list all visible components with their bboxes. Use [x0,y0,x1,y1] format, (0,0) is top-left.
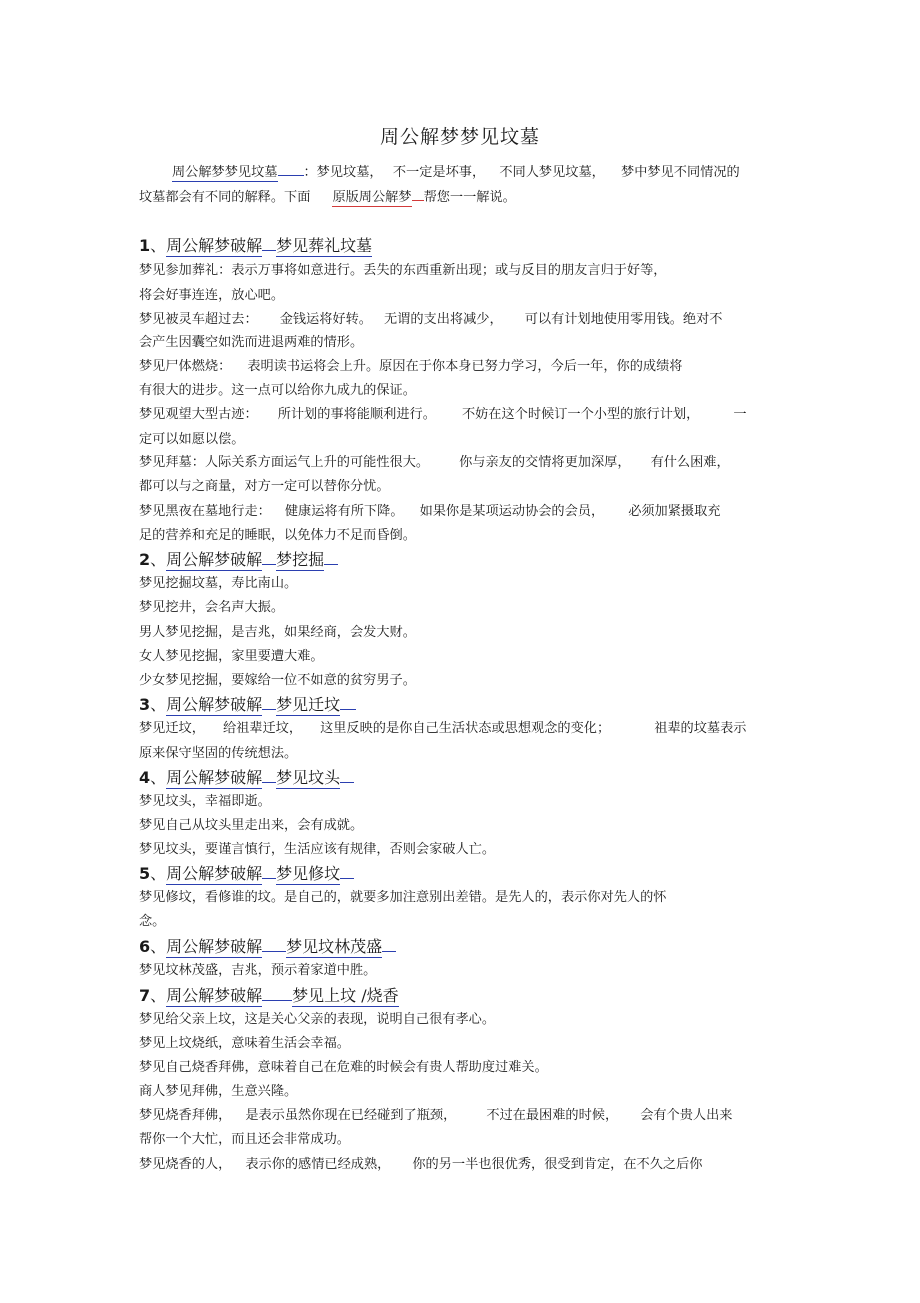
body-text: 梦见黑夜在墓地行走： [139,504,271,519]
section-link[interactable]: 梦见坟林茂盛 [286,937,383,956]
body-text: 如果你是某项运动协会的会员， [419,504,605,519]
body-line: 梦见挖井，会名声大振。 [139,600,285,615]
section-link[interactable]: 梦挖掘 [276,550,325,569]
section-sep: 、 [150,768,167,787]
body-text: 会有个贵人出来 [640,1108,733,1123]
body-text: 金钱运将好转。 [279,312,372,327]
section-link[interactable]: 周公解梦破解 [166,768,263,787]
intro-text: 梦中梦见不同情况的 [621,165,740,180]
body-line: 梦见上坟烧纸，意味着生活会幸福。 [139,1036,350,1051]
section-link[interactable]: 梦见迁坟 [276,695,341,714]
body-text: 祖辈的坟墓表示 [654,721,747,736]
page-title: 周公解梦梦见坟墓 [379,126,540,148]
body-line: 梦见参加葬礼：表示万事将如意进行。丢失的东西重新出现；或与反目的朋友言归于好等， [139,263,667,278]
body-line: 足的营养和充足的睡眠，以免体力不足而昏倒。 [139,528,416,543]
body-text: 必须加紧摄取充 [628,504,721,519]
body-text: 不过在最困难的时候， [486,1108,619,1123]
body-text: 梦见尸体燃烧： [139,359,232,374]
section-heading [139,695,356,715]
body-text: 无谓的支出将减少， [384,312,503,327]
section-sep: 、 [150,937,167,956]
body-line [139,720,747,738]
section-heading [139,550,338,570]
section-link[interactable]: 周公解梦破解 [166,864,263,883]
intro-text: 不一定是坏事， [392,165,486,180]
body-line: 梦见自己从坟头里走出来，会有成就。 [139,818,364,833]
body-text: 梦见观望大型古迹： [139,407,258,422]
body-text: 是表示虽然你现在已经碰到了瓶颈， [245,1108,457,1123]
section-heading [139,864,354,884]
intro-line-1 [172,164,740,182]
section-number: 6 [139,937,151,956]
body-line [139,454,730,472]
section-number: 4 [139,768,151,787]
body-line: 梦见坟头，要谨言慎行，生活应该有规律，否则会家破人亡。 [139,842,496,857]
section-number: 3 [139,695,151,714]
body-line: 梦见坟林茂盛，吉兆，预示着家道中胜。 [139,963,377,978]
intro-line-2 [139,189,516,207]
body-line: 梦见修坟，看修谁的坟。是自己的，就要多加注意别出差错。是先人的，表示你对先人的怀 [139,890,667,905]
body-text: 梦见烧香的人， [139,1157,232,1172]
body-text: 你与亲友的交情将更加深厚， [459,455,631,470]
body-text: 给祖辈迁坟， [222,721,303,736]
section-link[interactable]: 梦见修坟 [276,864,341,883]
body-line: 帮你一个大忙，而且还会非常成功。 [139,1132,350,1147]
body-line: 定可以如愿以偿。 [139,432,245,447]
body-text: 可以有计划地使用零用钱。绝对不 [524,312,723,327]
body-line [139,311,723,329]
body-line: 梦见给父亲上坟，这是关心父亲的表现，说明自己很有孝心。 [139,1012,496,1027]
body-line: 梦见挖掘坟墓，寿比南山。 [139,576,298,591]
intro-link-source[interactable]: 原版周公解梦 [332,190,412,205]
section-sep: 、 [150,236,167,255]
section-number: 7 [139,986,151,1005]
body-line [139,1107,733,1125]
body-line: 男人梦见挖掘，是吉兆，如果经商，会发大财。 [139,625,416,640]
intro-text: 坟墓都会有不同的解释。下面 [139,190,311,205]
body-line: 都可以与之商量，对方一定可以替你分忧。 [139,479,390,494]
intro-text: ：梦见坟墓， [303,165,383,180]
body-line: 会产生因囊空如洗而进退两难的情形。 [139,335,364,350]
body-line: 商人梦见拜佛，生意兴隆。 [139,1084,298,1099]
body-line [139,503,721,521]
body-text: 表示你的感情已经成熟， [245,1157,391,1172]
body-line: 梦见自己烧香拜佛，意味着自己在危难的时候会有贵人帮助度过难关。 [139,1060,548,1075]
section-link[interactable]: 周公解梦破解 [166,550,263,569]
section-link[interactable]: 梦见上坟 /烧香 [292,986,399,1005]
body-text: 表明读书运将会上升。原因在于你本身已努力学习，今后一年，你的成绩将 [247,359,683,374]
body-text: 有什么困难， [650,455,730,470]
section-sep: 、 [150,864,167,883]
section-number: 1 [139,236,151,255]
section-heading [139,937,396,957]
section-heading [139,986,399,1006]
section-sep: 、 [150,695,167,714]
body-text: 这里反映的是你自己生活状态或思想观念的变化； [320,721,611,736]
body-line: 梦见坟头，幸福即逝。 [139,794,271,809]
body-text: 梦见烧香拜佛， [139,1108,232,1123]
body-text: 梦见被灵车超过去： [139,312,258,327]
body-line: 念。 [139,914,166,929]
body-line: 少女梦见挖掘，要嫁给一位不如意的贫穷男子。 [139,673,416,688]
section-link[interactable]: 周公解梦破解 [166,236,263,255]
section-link[interactable]: 周公解梦破解 [166,937,263,956]
body-text: 一 [733,407,747,422]
section-link[interactable]: 梦见葬礼坟墓 [276,236,373,255]
section-heading [139,768,354,788]
intro-link-title[interactable]: 周公解梦梦见坟墓 [172,165,278,180]
intro-text: 不同人梦见坟墓， [499,165,605,180]
body-text: 梦见迁坟， [139,721,205,736]
body-text: 你的另一半也很优秀，很受到肯定，在不久之后你 [412,1157,703,1172]
section-link[interactable]: 周公解梦破解 [166,986,263,1005]
intro-text: 帮您一一解说。 [423,190,516,205]
body-line: 女人梦见挖掘，家里要遭大难。 [139,649,324,664]
section-number: 2 [139,550,151,569]
section-link[interactable]: 梦见坟头 [276,768,341,787]
body-text: 健康运将有所下降。 [284,504,404,519]
body-text: 所计划的事将能顺利进行。 [277,407,436,422]
section-link[interactable]: 周公解梦破解 [166,695,263,714]
body-line: 有很大的进步。这一点可以给你九成九的保证。 [139,383,416,398]
body-line [139,406,747,424]
section-number: 5 [139,864,151,883]
section-sep: 、 [150,550,167,569]
body-line: 原来保守坚固的传统想法。 [139,746,298,761]
body-text: 不妨在这个时候订一个小型的旅行计划， [461,407,700,422]
section-heading [139,236,372,256]
body-line: 将会好事连连，放心吧。 [139,288,285,303]
section-sep: 、 [150,986,167,1005]
body-line [139,358,683,376]
body-line [139,1156,703,1174]
body-text: 梦见拜墓：人际关系方面运气上升的可能性很大。 [139,455,430,470]
